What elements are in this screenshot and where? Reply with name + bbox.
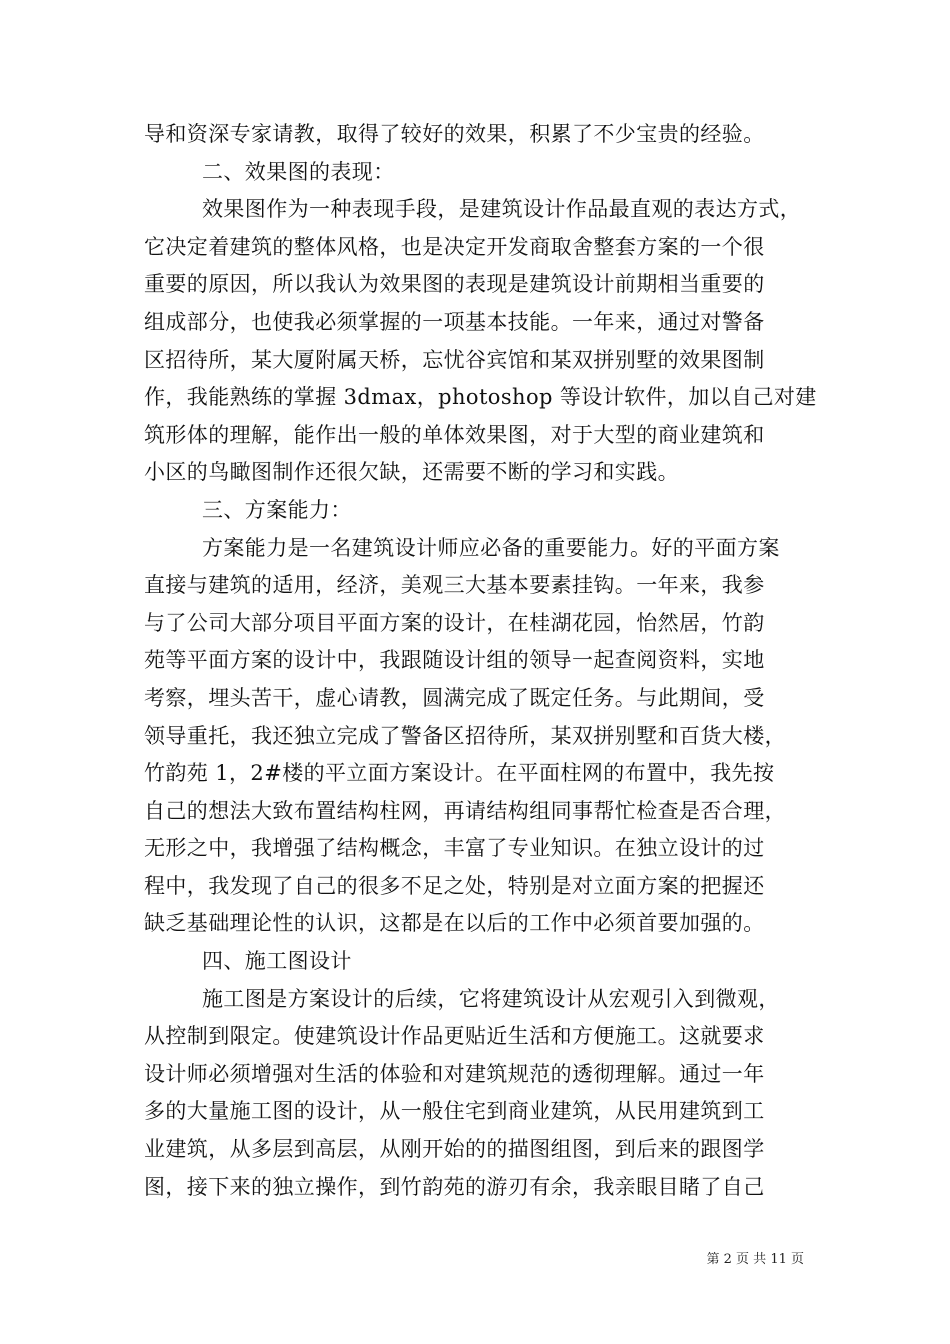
text-line: 导和资深专家请教，取得了较好的效果，积累了不少宝贵的经验。 — [144, 122, 765, 146]
text-line: 直接与建筑的适用，经济，美观三大基本要素挂钩。一年来，我参 — [144, 573, 765, 598]
text-line: 筑形体的理解，能作出一般的单体效果图，对于大型的商业建筑和 — [144, 422, 765, 447]
text-line: 考察，埋头苦干，虚心请教，圆满完成了既定任务。与此期间，受 — [144, 685, 765, 710]
text-line: 业建筑，从多层到高层，从刚开始的的描图组图，到后来的跟图学 — [144, 1137, 765, 1162]
text-line: 小区的鸟瞰图制作还很欠缺，还需要不断的学习和实践。 — [144, 460, 679, 485]
section-heading: 三、方案能力： — [202, 497, 352, 522]
text-line: 无形之中，我增强了结构概念，丰富了专业知识。在独立设计的过 — [144, 836, 765, 861]
text-line: 方案能力是一名建筑设计师应必备的重要能力。好的平面方案 — [202, 535, 780, 560]
text-line: 图，接下来的独立操作，到竹韵苑的游刃有余，我亲眼目睹了自己 — [144, 1174, 765, 1199]
section-heading: 二、效果图的表现： — [202, 159, 395, 184]
text-line: 程中，我发现了自己的很多不足之处，特别是对立面方案的把握还 — [144, 873, 765, 898]
text-line: 施工图是方案设计的后续，它将建筑设计从宏观引入到微观， — [202, 986, 780, 1011]
text-line: 苑等平面方案的设计中，我跟随设计组的领导一起查阅资料，实地 — [144, 648, 765, 673]
text-line: 区招待所，某大厦附属天桥，忘忧谷宾馆和某双拼别墅的效果图制 — [144, 347, 765, 372]
document-page — [144, 116, 817, 1206]
text-line: 自己的想法大致布置结构柱网，再请结构组同事帮忙检查是否合理， — [144, 798, 786, 823]
text-line: 领导重托，我还独立完成了警备区招待所，某双拼别墅和百货大楼， — [144, 723, 786, 748]
text-line: 与了公司大部分项目平面方案的设计，在桂湖花园，怡然居，竹韵 — [144, 610, 765, 635]
text-line: 缺乏基础理论性的认识，这都是在以后的工作中必须首要加强的。 — [144, 911, 765, 936]
section-heading: 四、施工图设计 — [202, 949, 352, 974]
text-line: 竹韵苑 1，2#楼的平立面方案设计。在平面柱网的布置中，我先按 — [144, 761, 775, 786]
text-line: 作，我能熟练的掌握 3dmax，photoshop 等设计软件，加以自己对建 — [144, 385, 817, 410]
text-line: 它决定着建筑的整体风格，也是决定开发商取舍整套方案的一个很 — [144, 234, 765, 259]
page-number-footer: 第 2 页 共 11 页 — [706, 1252, 804, 1267]
text-line: 重要的原因，所以我认为效果图的表现是建筑设计前期相当重要的 — [144, 272, 765, 297]
text-line: 效果图作为一种表现手段，是建筑设计作品最直观的表达方式， — [202, 197, 802, 222]
text-line: 设计师必须增强对生活的体验和对建筑规范的透彻理解。通过一年 — [144, 1061, 765, 1086]
text-line: 多的大量施工图的设计，从一般住宅到商业建筑，从民用建筑到工 — [144, 1099, 765, 1124]
text-line: 组成部分，也使我必须掌握的一项基本技能。一年来，通过对警备 — [144, 309, 765, 334]
text-line: 从控制到限定。使建筑设计作品更贴近生活和方便施工。这就要求 — [144, 1024, 765, 1049]
